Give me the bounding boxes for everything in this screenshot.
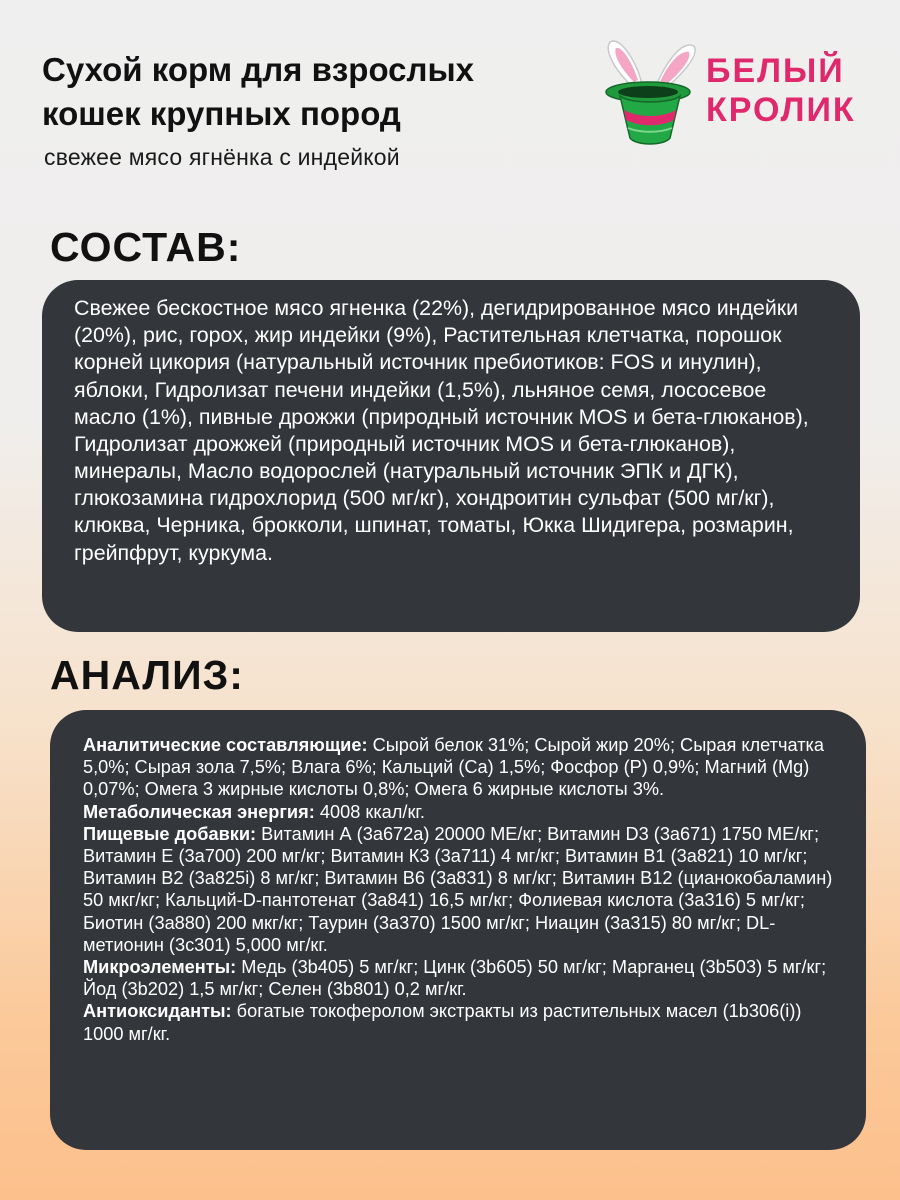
analysis-item-trace-elements [83, 956, 846, 1000]
analysis-item-energy [83, 801, 846, 823]
product-subtitle: свежее мясо ягнёнка с индейкой [44, 144, 400, 170]
analysis-value: 4008 ккал/кг. [314, 801, 425, 822]
brand-name [706, 52, 856, 130]
analysis-value: Витамин А (3а672а) 20000 МЕ/кг; Витамин D3 (3а671) 1750 МЕ/кг; Витамин Е (3а700) 200 мг/кг; Витамин К3 (3а711) 4 мг/кг; Витамин В1 (3а821) 10 мг/кг; Витамин В2 (3а825i) 8 мг/кг; Витамин В6 (3а831) 8 мг/кг; Витамин В12 (цианокобаламин) 50 мкг/кг; Кальций-D-пантотенат (3а841) 16,5 мг/кг; Фолиевая кислота (3а316) 5 мг/кг; Биотин (3а880) 200 мкг/кг; Таурин (3а370) 1500 мг/кг; Ниацин (3а315) 80 мг/кг; DL-метионин (3с301) 5,000 мг/кг. [83, 823, 833, 955]
analysis-value: богатые токоферолом экстракты из растительных масел (1b306(i)) 1000 мг/кг. [83, 1001, 802, 1044]
analysis-label: Пищевые добавки: [83, 823, 257, 844]
analysis-panel [50, 710, 866, 1150]
analysis-item-analytical [83, 734, 846, 801]
analysis-label: Антиоксиданты: [83, 1001, 232, 1022]
analysis-heading: АНАЛИЗ: [50, 652, 244, 698]
composition-text: Свежее бескостное мясо ягненка (22%), дегидрированное мясо индейки (20%), рис, горох, жир индейки (9%), Растительная клетчатка, порошок корней цикория (натуральный источник пребиотиков: FOS и инулин), яблоки, Гидролизат печени индейки (1,5%), льняное семя, лососевое масло (1%), пивные дрожжи (природный источник MOS и бета-глюканов), Гидролизат дрожжей (природный источник MOS и бета-глюканов), минералы, Масло водорослей (натуральный источник ЭПК и ДГК), глюкозамина гидрохлорид (500 мг/кг), хондроитин сульфат (500 мг/кг), клюква, Черника, брокколи, шпинат, томаты, Юкка Шидигера, розмарин, грейпфрут, куркума. [74, 296, 809, 565]
title-line-1: Сухой корм для взрослых [42, 51, 475, 88]
title-line-2: кошек крупных пород [42, 94, 401, 132]
analysis-item-antioxidants [83, 1000, 846, 1044]
analysis-value: Сырой белок 31%; Сырой жир 20%; Сырая клетчатка 5,0%; Сырая зола 7,5%; Влага 6%; Кальций (Ca) 1,5%; Фосфор (P) 0,9%; Магний (Mg) 0,07%; Омега 3 жирные кислоты 0,8%; Омега 6 жирные кислоты 3%. [83, 735, 825, 800]
analysis-item-additives [83, 823, 846, 956]
analysis-label: Микроэлементы: [83, 957, 237, 978]
composition-heading: СОСТАВ: [50, 224, 242, 270]
brand-name-line-1: БЕЛЫЙ [706, 52, 845, 90]
rabbit-ears-top-hat-icon [600, 30, 700, 150]
brand-logo [600, 30, 870, 150]
composition-panel [42, 280, 860, 632]
analysis-label: Аналитические составляющие: [83, 735, 368, 755]
analysis-value: Медь (3b405) 5 мг/кг; Цинк (3b605) 50 мг/кг; Марганец (3b503) 5 мг/кг; Йод (3b202) 1,5 мг/кг; Селен (3b801) 0,2 мг/кг. [83, 957, 827, 1000]
brand-name-line-2: КРОЛИК [706, 91, 856, 130]
product-title [42, 48, 474, 136]
analysis-label: Метаболическая энергия: [83, 801, 315, 822]
